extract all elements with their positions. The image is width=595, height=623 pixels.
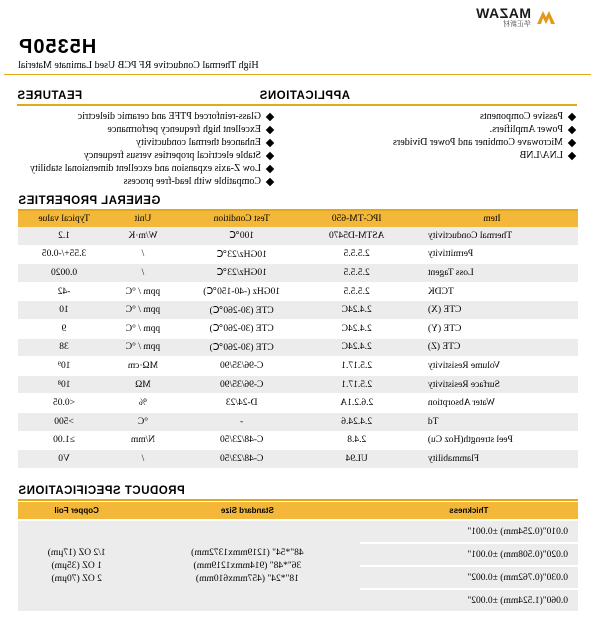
table-cell: 10	[18, 301, 110, 320]
table-cell: 0.0020	[18, 264, 110, 283]
bullet-diamond-icon	[266, 164, 274, 172]
feature-item	[30, 162, 275, 175]
bullet-diamond-icon	[568, 151, 576, 159]
feature-item-text: Low Z-axis expansion and excellent dimensional stability	[29, 163, 261, 174]
table-cell: /	[110, 245, 176, 264]
product-title: H5350P	[18, 36, 97, 58]
standard-size: 18"*24" (457mmx610mm)	[195, 573, 299, 584]
table-cell: 2.5.5.5	[308, 264, 406, 283]
bullet-diamond-icon	[266, 151, 274, 159]
table-row	[18, 431, 578, 450]
table-row	[18, 375, 578, 394]
feature-item	[30, 123, 275, 136]
standard-size: 48"*54" (1219mmx1372mm)	[191, 547, 304, 558]
table-cell: %	[110, 394, 176, 413]
table-cell: 2.4.24C	[308, 301, 406, 320]
table-row	[18, 520, 578, 543]
bullet-diamond-icon	[266, 177, 274, 185]
table-cell: /	[110, 450, 176, 469]
table-cell: -	[176, 412, 308, 431]
product-specifications-underline	[18, 499, 578, 501]
table-cell: CTE (X)	[406, 301, 578, 320]
table-cell: C-48/23/50	[176, 450, 308, 469]
bullet-diamond-icon	[266, 138, 274, 146]
table-cell: TCDK	[406, 282, 578, 301]
features-heading: FEATURES	[17, 90, 83, 102]
table-cell: 2.4.24C	[308, 338, 406, 357]
table-cell: 9	[18, 319, 110, 338]
table-row	[18, 227, 578, 245]
table-cell: Peel strength(Hoz Cu)	[406, 431, 578, 450]
table-cell: ppm / °C	[110, 319, 176, 338]
copper-foil-cell	[18, 520, 135, 611]
bullet-diamond-icon	[568, 138, 576, 146]
feature-item-text: Glass-reinforced PTFE and ceramic dielectric	[77, 111, 261, 122]
table-cell: 2.4.24.6	[308, 412, 406, 431]
table-cell: Loss Tagent	[406, 264, 578, 283]
application-item	[393, 123, 577, 136]
feature-item-text: Excellent high frequency performance	[107, 124, 261, 135]
table-cell: 10GHz/23℃	[176, 264, 308, 283]
applications-list	[393, 110, 577, 162]
application-item	[393, 149, 577, 162]
table-cell: C-96/35/90	[176, 357, 308, 376]
column-header: IPC-TM-650	[308, 211, 406, 227]
copper-foil: 2 OZ (70μm)	[51, 573, 102, 584]
table-cell: 10GHz/23℃	[176, 245, 308, 264]
table-cell: Permittivity	[406, 245, 578, 264]
table-cell: /	[110, 264, 176, 283]
column-header: Unit	[110, 211, 176, 227]
general-properties-heading: GENERAL PROPERTIES	[18, 195, 161, 207]
copper-foil: 1/2 OZ (17μm)	[47, 547, 106, 558]
table-cell: MΩ	[110, 375, 176, 394]
product-specifications-table	[18, 502, 578, 611]
table-cell: CTE (Y)	[406, 319, 578, 338]
table-row	[18, 394, 578, 413]
table-cell: W/m·K	[110, 227, 176, 245]
table-cell: Surface Resistivity	[406, 375, 578, 394]
standard-size-cell	[135, 520, 359, 611]
logo-icon	[535, 8, 557, 26]
table-cell: 3.55+/-0.05	[18, 245, 110, 264]
table-cell: CTE (Z)	[406, 338, 578, 357]
table-cell: ASTM-D5470	[308, 227, 406, 245]
table-cell: 2.4.8	[308, 431, 406, 450]
table-cell: °C	[110, 412, 176, 431]
brand-name: MAZAW	[475, 5, 531, 21]
table-cell: CTE (30-260℃)	[176, 319, 308, 338]
table-cell: 10⁹	[18, 357, 110, 376]
table-cell: 2.5.5.5	[308, 245, 406, 264]
table-cell: -42	[18, 282, 110, 301]
table-row	[18, 264, 578, 283]
column-header: Item	[406, 211, 578, 227]
table-cell: MΩ·cm	[110, 357, 176, 376]
table-row	[18, 319, 578, 338]
feature-item	[30, 149, 275, 162]
standard-size: 36"*48" (914mmx1219mm)	[193, 560, 302, 571]
table-row	[18, 357, 578, 376]
thickness-cell: 0.060"(1.524mm) ±0.002"	[360, 589, 578, 611]
application-item	[393, 110, 577, 123]
table-cell: 100℃	[176, 227, 308, 245]
table-cell: V0	[18, 450, 110, 469]
application-item-text: Passive Components	[479, 111, 563, 122]
column-header: Copper Foil	[18, 502, 135, 520]
table-cell: 2.5.5.5	[308, 282, 406, 301]
column-header: Standard Size	[135, 502, 359, 520]
table-cell: 10GHz (-40-150℃)	[176, 282, 308, 301]
features-list	[30, 110, 275, 188]
thickness-cell: 0.010"(0.254mm) ±0.001"	[360, 520, 578, 543]
feature-item-text: Stable electrical properties versus frequency	[83, 150, 261, 161]
table-cell: Thermal Conductivity	[406, 227, 578, 245]
table-cell: 1.2	[18, 227, 110, 245]
table-cell: ppm / °C	[110, 301, 176, 320]
brand-subname: 华正新材	[503, 20, 531, 28]
table-cell: CTE (30-260℃)	[176, 301, 308, 320]
product-specifications-heading: PRODUCT SPECIFICATIONS	[18, 485, 185, 497]
bullet-diamond-icon	[266, 112, 274, 120]
application-item-text: Microwave Combiner and Power Dividers	[393, 137, 563, 148]
table-row	[18, 338, 578, 357]
brand-logo	[476, 6, 557, 28]
copper-foil: 1 OZ (35μm)	[51, 560, 102, 571]
applications-underline	[257, 104, 577, 106]
table-cell: N/mm	[110, 431, 176, 450]
table-cell: 2.5.17.1	[308, 375, 406, 394]
table-row	[18, 450, 578, 469]
table-cell: ppm / °C	[110, 282, 176, 301]
column-header: Test Condition	[176, 211, 308, 227]
feature-item-text: Compatible with lead-free process	[123, 176, 261, 187]
feature-item	[30, 136, 275, 149]
thickness-cell: 0.030"(0.762mm) ±0.002"	[360, 566, 578, 589]
features-underline	[17, 104, 275, 106]
table-row	[18, 282, 578, 301]
bullet-diamond-icon	[568, 125, 576, 133]
applications-heading: APPLICATIONS	[259, 90, 350, 102]
column-header: Typical value	[18, 211, 110, 227]
table-cell: Flammability	[406, 450, 578, 469]
table-row	[18, 412, 578, 431]
table-cell: 38	[18, 338, 110, 357]
table-cell: Volume Resistivity	[406, 357, 578, 376]
feature-item-text: Enhanced thermal conductivity	[136, 137, 261, 148]
table-cell: ≥1.00	[18, 431, 110, 450]
table-cell: 2.6.2.1A	[308, 394, 406, 413]
table-cell: <0.05	[18, 394, 110, 413]
table-cell: D-24/23	[176, 394, 308, 413]
thickness-cell: 0.020"(0.508mm) ±0.001"	[360, 543, 578, 566]
table-cell: UL94	[308, 450, 406, 469]
feature-item	[30, 175, 275, 188]
table-cell: 2.5.17.1	[308, 357, 406, 376]
table-cell: ppm / °C	[110, 338, 176, 357]
table-cell: Water Absorption	[406, 394, 578, 413]
table-cell: 2.4.24C	[308, 319, 406, 338]
bullet-diamond-icon	[568, 112, 576, 120]
table-cell: C-48/23/50	[176, 431, 308, 450]
column-header: Thickness	[360, 502, 578, 520]
application-item	[393, 136, 577, 149]
product-subtitle: High Thermal Conductive RF PCB Used Laminate Material	[18, 60, 259, 71]
application-item-text: LNA/LNB	[519, 150, 563, 161]
table-cell: CTE (30-260℃)	[176, 338, 308, 357]
table-cell: >500	[18, 412, 110, 431]
bullet-diamond-icon	[266, 125, 274, 133]
table-cell: 10⁸	[18, 375, 110, 394]
table-cell: Td	[406, 412, 578, 431]
feature-item	[30, 110, 275, 123]
application-item-text: Power Amplifiers.	[489, 124, 563, 135]
table-row	[18, 301, 578, 320]
table-cell: C-96/35/90	[176, 375, 308, 394]
title-rule	[4, 74, 591, 75]
table-row	[18, 245, 578, 264]
general-properties-table	[18, 211, 578, 469]
